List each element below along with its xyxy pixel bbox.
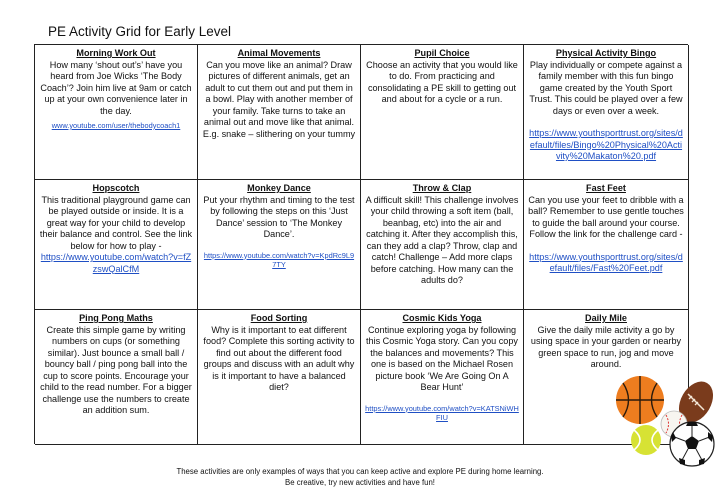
cell-title: Morning Work Out — [76, 48, 156, 58]
cell-title: Pupil Choice — [414, 48, 470, 58]
cell-title: Animal Movements — [237, 48, 321, 58]
cell-title: Throw & Clap — [412, 183, 472, 193]
cell-hopscotch — [35, 180, 198, 310]
cell-text: How many ‘shout out’s’ have you heard from Joe Wicks ‘The Body Coach’? Join him live at 9am or catch up at your own convenience later in the day. — [40, 59, 192, 116]
cell-title: Hopscotch — [92, 183, 140, 193]
cell-physical-activity-bingo — [524, 45, 689, 180]
cell-text: Create this simple game by writing numbers on cups (or something similar). Just bounce a small ball / bouncy ball / ping pong ball into the cup to score points. Encourage your child to the read number. For a bigger challenge use the numbers to create an addition sum. — [40, 324, 192, 415]
cell-fast-feet — [524, 180, 689, 310]
cell-morning-work-out — [35, 45, 198, 180]
cell-text: Choose an activity that you would like to do. From practicing and consolidating a PE skill to getting out and about for a cycle or a run. — [366, 59, 518, 104]
cell-title: Physical Activity Bingo — [555, 48, 657, 58]
cell-link[interactable]: https://www.youthsporttrust.org/sites/default/files/Fast%20Feet.pdf — [529, 251, 683, 273]
sports-balls-icon — [604, 372, 720, 468]
cell-text: A difficult skill! This challenge involves your child throwing a soft item (ball, beanbag, etc) into the air and catching it. After they accomplish this, can they add a clap? Throw, clap and catch! Challenge – Add more claps before catching. How many can the adults do? — [365, 194, 519, 285]
cell-ping-pong-maths — [35, 310, 198, 445]
footer-line-2: Be creative, try new activities and have fun! — [285, 478, 435, 487]
cell-animal-movements — [198, 45, 361, 180]
cell-title: Daily Mile — [585, 313, 627, 323]
footer-line-1: These activities are only examples of ways that you can keep active and explore PE during home learning. — [176, 467, 544, 476]
activity-grid — [34, 44, 688, 444]
cell-text: Give the daily mile activity a go by using space in your garden or nearby green space to run, jog and move around. — [530, 324, 682, 369]
cell-link[interactable]: https://www.youthsporttrust.org/sites/default/files/Bingo%20Physical%20Activity%20Makaton%20.pdf — [529, 128, 683, 161]
soccer-ball-icon — [670, 422, 714, 466]
cell-cosmic-kids-yoga — [361, 310, 524, 445]
cell-text: Put your rhythm and timing to the test by following the steps on this ‘Just Dance’ session to ‘The Monkey Dance’. — [203, 194, 355, 239]
cell-text: Can you move like an animal? Draw pictures of different animals, get an adult to cut them out and put them in a bowl. Play with another member of your family. Take turns to take an animal out and move like that animal. — [203, 59, 355, 127]
cell-text: Play individually or compete against a family member with this fun bingo game created by the Youth Sport Trust. This could be played over a few days or even over a week. — [529, 59, 683, 116]
page-title: PE Activity Grid for Early Level — [48, 24, 232, 39]
cell-text: Continue exploring yoga by following this Cosmic Yoga story. Can you copy the balances and movements? This one is based on the Michael Rosen picture book ‘We Are Going On A Bear Hunt’ — [366, 324, 518, 392]
cell-monkey-dance — [198, 180, 361, 310]
cell-link[interactable]: www.youtube.com/user/thebodycoach1 — [51, 121, 181, 130]
cell-pupil-choice — [361, 45, 524, 180]
cell-text: Can you use your feet to dribble with a ball? Remember to use gentle touches to guide the ball around your course. Follow the link for the challenge card - — [528, 194, 684, 239]
cell-text-example: E.g. snake – slithering on your tummy — [202, 128, 356, 139]
cell-text: Why is it important to eat different food? Complete this sorting activity to find out about the different food groups and discuss with an adult why is it important to have a balanced diet? — [203, 324, 355, 392]
cell-title: Ping Pong Maths — [79, 313, 153, 323]
cell-title: Cosmic Kids Yoga — [402, 313, 482, 323]
cell-title: Food Sorting — [250, 313, 308, 323]
tennis-ball-icon — [631, 425, 661, 455]
cell-link[interactable]: https://www.youtube.com/watch?v=KpdRc9L97TY — [203, 250, 355, 270]
cell-throw-and-clap — [361, 180, 524, 310]
cell-link[interactable]: https://www.youtube.com/watch?v=KATSNiWHFIU — [365, 403, 519, 423]
footer — [0, 466, 720, 488]
cell-link[interactable]: https://www.youtube.com/watch?v=fZzswQalCfM — [40, 252, 192, 274]
cell-title: Monkey Dance — [247, 183, 311, 193]
cell-text: This traditional playground game can be played outside or inside. It is a great way for your child to develop their balance and control. See the link below for how to play - — [39, 194, 193, 251]
basketball-icon — [616, 376, 664, 424]
cell-food-sorting — [198, 310, 361, 445]
cell-title: Fast Feet — [586, 183, 626, 193]
